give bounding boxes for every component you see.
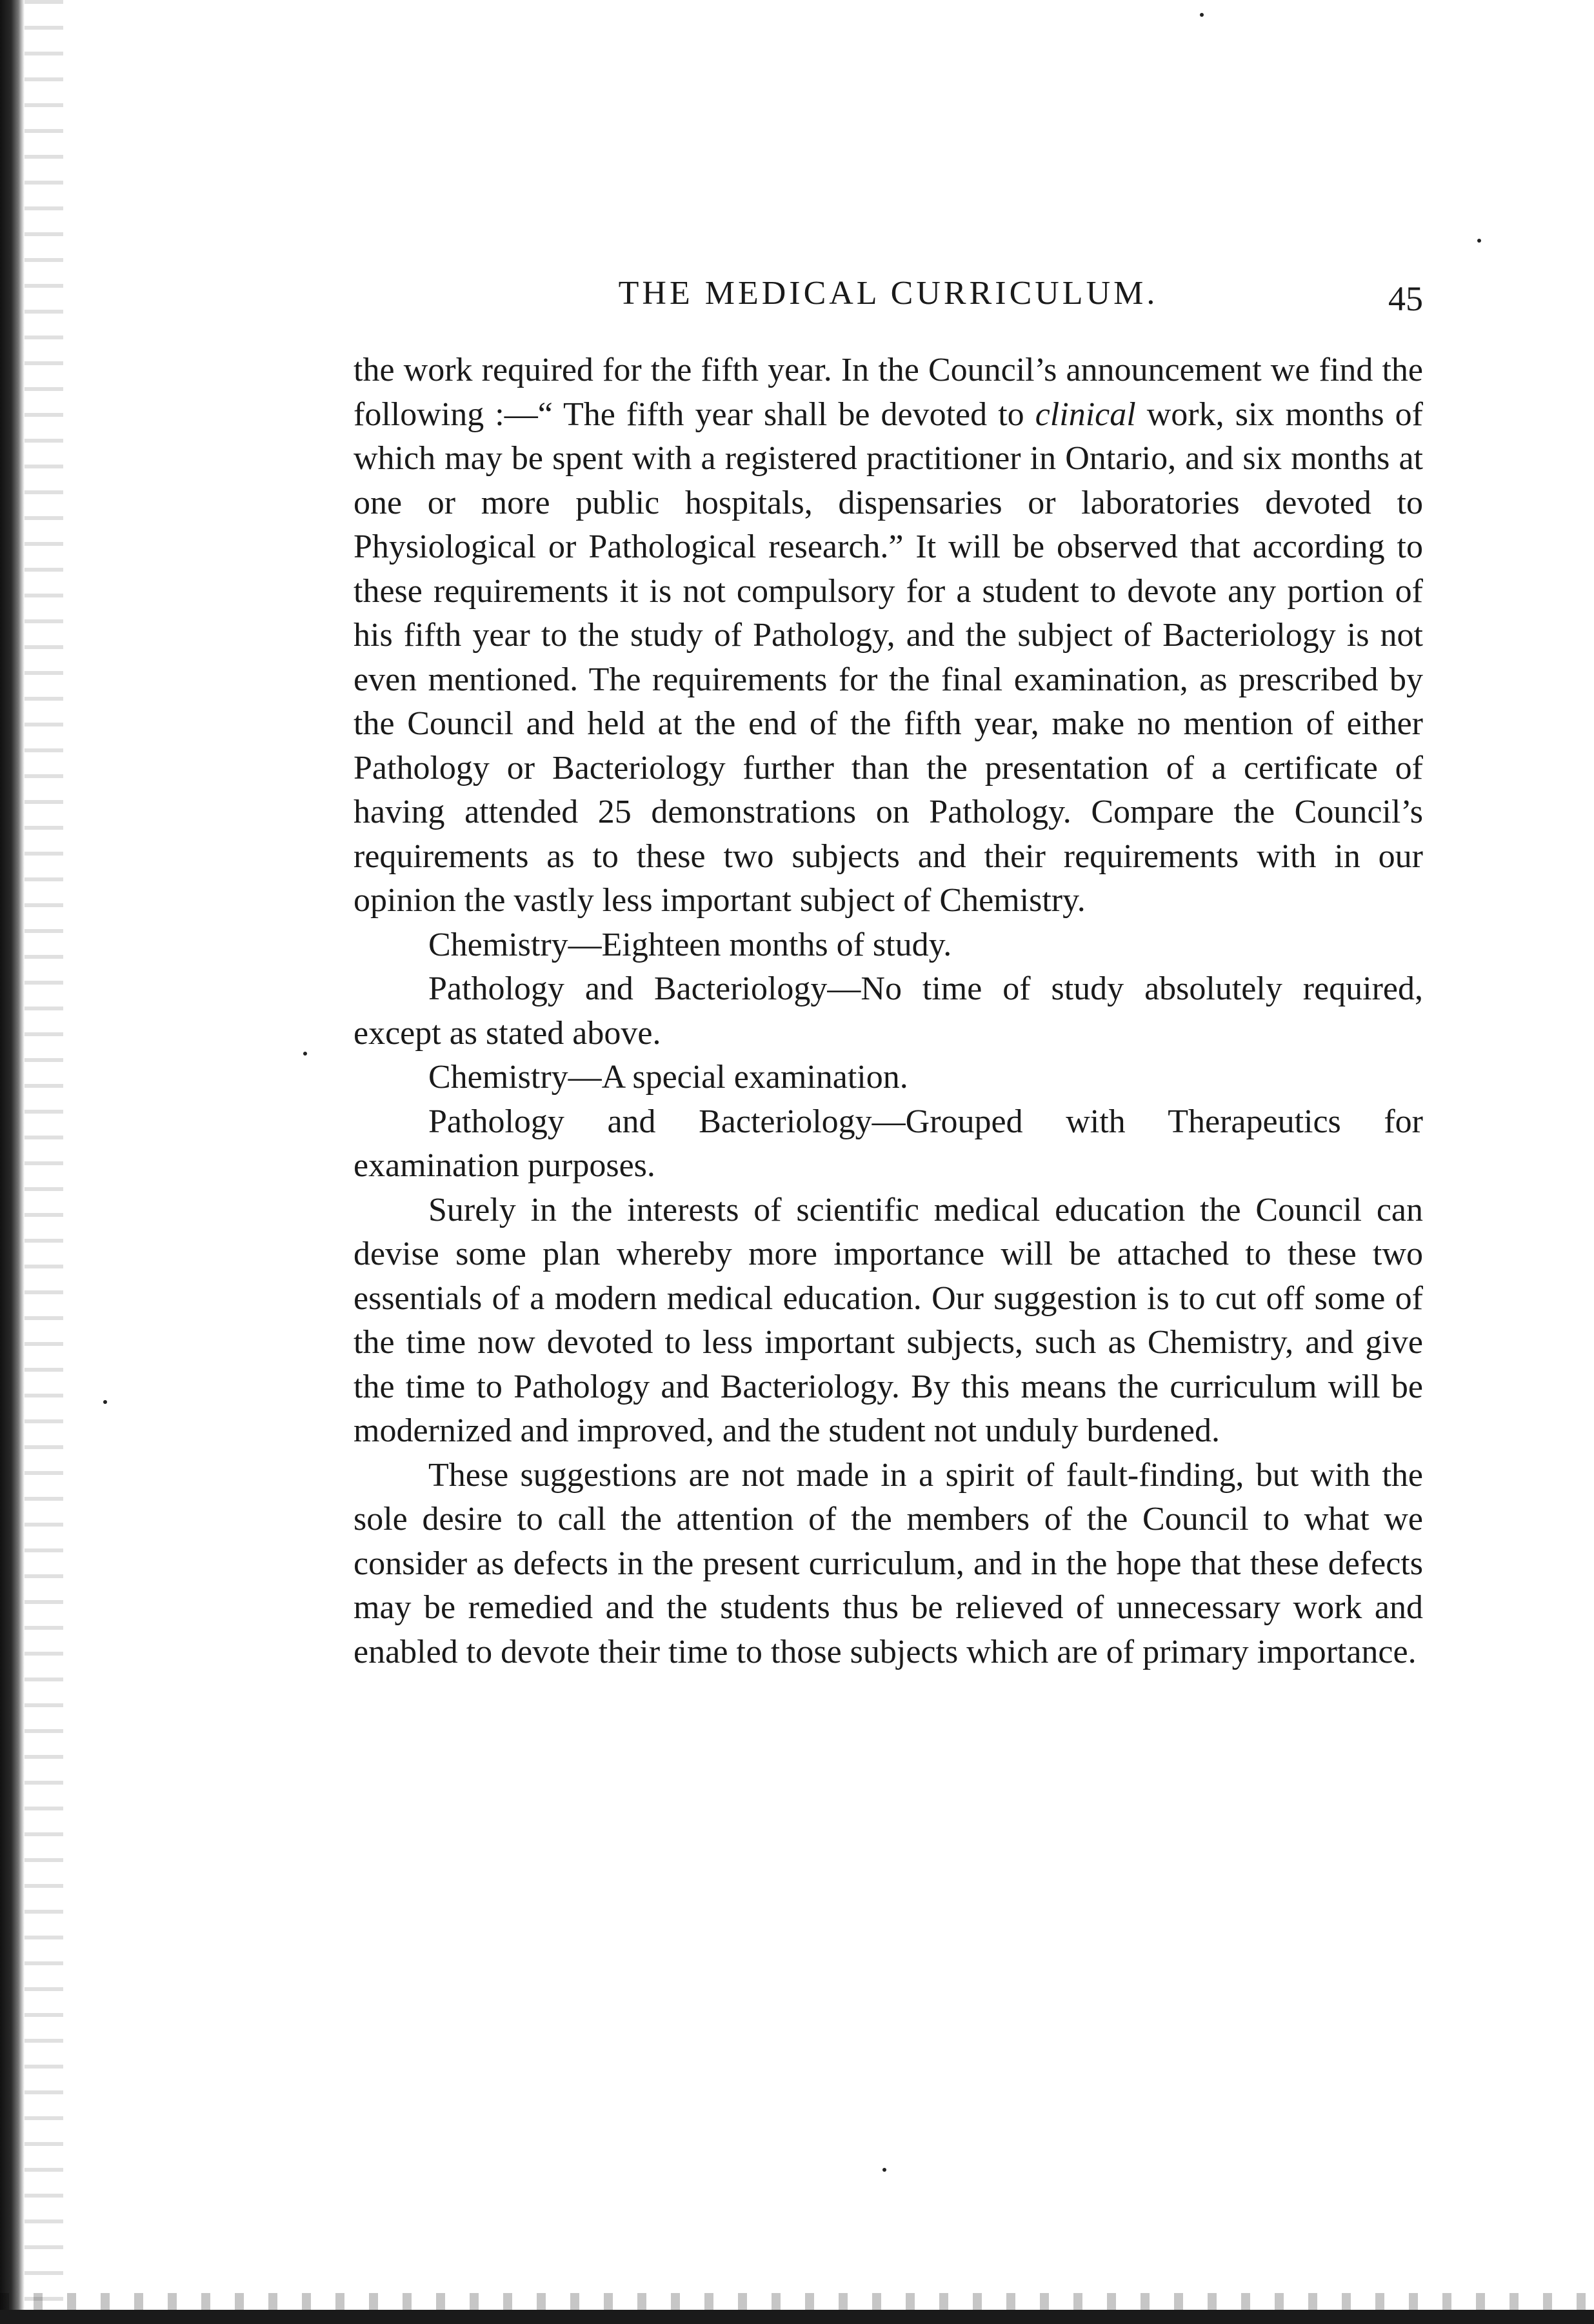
scan-left-speckle: [25, 0, 63, 2324]
paragraph-pathology-study: Pathology and Bacteriology—No time of study absolutely required, except as stated above.: [354, 970, 1423, 1052]
scan-speck: [1477, 239, 1481, 243]
paragraph-1-italic: clinical: [1035, 396, 1136, 433]
paragraph-conclusion: These suggestions are not made in a spirit of fault-finding, but with the sole desire to call the attention of the members of the Council to what we consider as defects in the present curriculum, and in the hope that these defects may be remedied and the students thus be relieved of unnecessary work and enabled to devote their time to those subjects which are of primary importance.: [354, 1456, 1423, 1670]
scan-speck: [303, 1052, 307, 1056]
page-number: 45: [1388, 279, 1423, 318]
paragraph-chemistry-exam: Chemistry—A special examination.: [428, 1059, 908, 1096]
paragraph-suggestion: Surely in the interests of scientific medical education the Council can devise some plan whereby more importance will be attached to these two essentials of a modern medical education. Our suggestion is to cut off some of the time now devoted to less important subjects, such as Chemistry, and give the time to Pathology and Bacteriology. By this means the curriculum will be modernized and improved, and the student not unduly burdened.: [354, 1191, 1423, 1449]
paragraph-1-post: work, six months of which may be spent with a registered practitioner in Ontario, and six months at one or more public hospitals, dispensaries or laboratories devoted to Physiological or Pathological research.” It will be observed that according to these requirements it is not compulsory for a student to devote any portion of his fifth year to the study of Pathology, and the subject of Bacteriology is not even mentioned. The requirements for the final examination, as prescribed by the Council and held at the end of the fifth year, make no mention of either Pathology or Bacteriology further than the presentation of a certificate of having attended 25 demonstrations on Pathology. Compare the Council’s requirements as to these two subjects and their requirements with in our opinion the vastly less important subject of Chemistry.: [354, 396, 1423, 919]
running-head: [354, 265, 1423, 323]
scan-speck: [882, 2168, 886, 2172]
body-text: [354, 348, 1423, 1674]
page-title: THE MEDICAL CURRICULUM.: [618, 275, 1159, 312]
scan-left-edge: [0, 0, 25, 2324]
scan-speck: [103, 1400, 107, 1404]
paragraph-1: [354, 348, 1423, 923]
paragraph-chemistry-study: Chemistry—Eighteen months of study.: [428, 926, 952, 963]
scan-bottom-fringe: [0, 2293, 1594, 2310]
scan-speck: [1200, 13, 1204, 17]
paragraph-pathology-exam: Pathology and Bacteriology—Grouped with Therapeutics for examination purposes.: [354, 1103, 1423, 1184]
paragraph-1-pre: the work required for the fifth year. In the Council’s announcement we find the following :—“ The fifth year shall be devoted to: [354, 352, 1423, 433]
scan-bottom-edge: [0, 2310, 1594, 2324]
